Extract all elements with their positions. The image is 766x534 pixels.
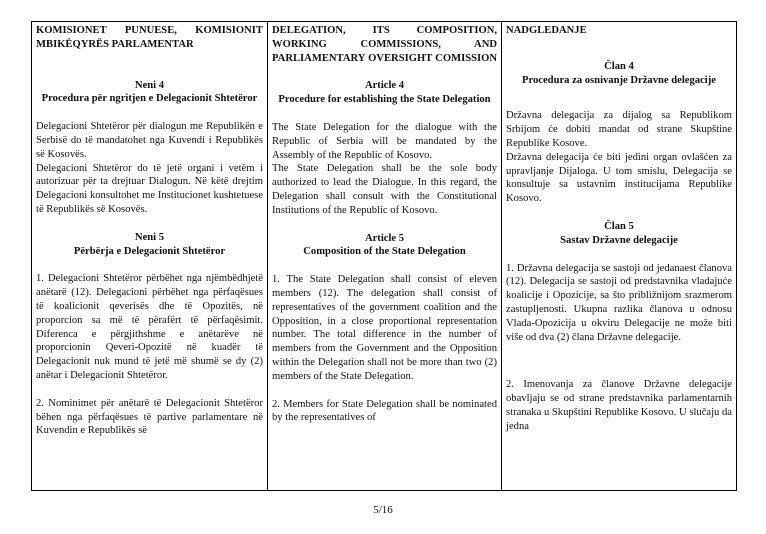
serbian-column xyxy=(502,22,737,491)
article-5-title: Përbërja e Delegacionit Shtetëror xyxy=(73,245,226,257)
article-5-number: Neni 5 xyxy=(134,231,165,243)
article-5-number: Član 5 xyxy=(604,220,634,232)
article-5-paragraph-2: 2. Imenovanja za članove Državne delegacije obavljaju se od strane predstavnika parlamentarnih stranaka u Skupštini Republike Kosovo. U slučaju da jedna xyxy=(506,379,732,432)
table-row xyxy=(32,22,737,491)
article-4-paragraph-1: Državna delegacija za dijalog sa Republikom Srbijom će dobiti mandat od strane Skupštine Republike Kosove. xyxy=(506,110,732,149)
article-5-paragraph-2: 2. Members for State Delegation shall be nominated by the representatives of xyxy=(272,398,497,424)
column-header: NADGLEDANJE xyxy=(506,25,587,36)
article-5-title: Composition of the State Delegation xyxy=(303,246,466,258)
article-4-title: Procedura për ngritjen e Delegacionit Shtetëror xyxy=(41,93,258,105)
article-5-paragraph-1: 1. The State Delegation shall consist of eleven members (12). The delegation shall consist of representatives of the government coalition and the Opposition, in a close proportional representation number. The total difference in the number of members from the Government and the Opposition within the Delegation shall not be more than two (2) members of the State Delegation. xyxy=(272,274,497,382)
page-number: 5/16 xyxy=(373,504,393,516)
article-4-number: Neni 4 xyxy=(134,79,165,91)
article-4-paragraph-1: Delegacioni Shtetëror për dialogun me Republikën e Serbisë do të mandatohet nga Kuvendi i Republikës së Kosovës. xyxy=(36,121,263,160)
article-4-paragraph-1: The State Delegation for the dialogue with the Republic of Serbia will be mandated by the Assembly of the Republic of Kosovo. xyxy=(272,121,497,161)
article-5-number: Article 5 xyxy=(364,232,405,244)
article-5-paragraph-1: 1. Državna delegacija se sastoji od jedanaest članova (12). Delegacija se sastoji od predstavnika vladajuće koalicije i Opozicije, sa što približnijom srazmerom zastupljenosti. Ukupna razlika članova u odnosu Vlada-Opozicija u okviru Delegacije ne može biti više od dva (2) člana Državne delegacije. xyxy=(506,262,732,343)
article-4-number: Article 4 xyxy=(364,80,405,92)
article-4-title: Procedura za osnivanje Državne delegacije xyxy=(522,74,716,86)
column-header: DELEGATION, ITS COMPOSITION, WORKING COMMISSIONS, AND PARLIAMENTARY OVERSIGHT COMISSION xyxy=(272,25,497,64)
article-5-paragraph-2: 2. Nominimet për anëtarë të Delegacionit Shtetëror bëhen nga përfaqësues të partive parlamentare në Kuvendin e Republikës së xyxy=(36,397,263,437)
article-4-paragraph-2: Delegacioni Shtetëror do të jetë organi i vetëm i autorizuar për ta drejtuar Dialogun. Në këtë drejtim Delegacioni konsultohet me Institucionet kushtetuese të Republikës së Kosovës. xyxy=(36,162,263,215)
article-4-paragraph-2: The State Delegation shall be the sole body authorized to lead the Dialogue. In this regard, the Delegation shall consult with the Constitutional Institutions of the Republic of Kosovo. xyxy=(272,163,497,216)
english-column xyxy=(268,22,502,491)
albanian-column xyxy=(32,22,268,491)
article-5-title: Sastav Državne delegacije xyxy=(560,234,678,246)
article-4-number: Član 4 xyxy=(604,60,634,72)
column-header: KOMISIONET PUNUESE, KOMISIONIT MBIKËQYRËS PARLAMENTAR xyxy=(36,25,263,50)
article-4-title: Procedure for establishing the State Delegation xyxy=(278,94,491,106)
article-4-paragraph-2: Državna delegacija će biti jedini organ ovlašćen za upravljanje Dijaloga. U tom smislu, Delegacija se konsultuje sa ustavnim institucijama Republike Kosovo. xyxy=(506,151,732,205)
article-5-paragraph-1: 1. Delegacioni Shtetëror përbëhet nga njëmbëdhjetë anëtarë (12). Delegacioni përbëhet nga përfaqësues të koalicionit qeverisës dhe të Opozitës, në proporcion sa më të përafërt të përfaqësimit. Diferenca e përgjithshme e anëtarëve në proporcionin Qeveri-Opozitë në kuadër të Delegacionit nuk mund të jetë më shumë se dy (2) anëtar i Delegacionit Shtetëror. xyxy=(36,273,263,381)
trilingual-document-table xyxy=(31,21,737,491)
